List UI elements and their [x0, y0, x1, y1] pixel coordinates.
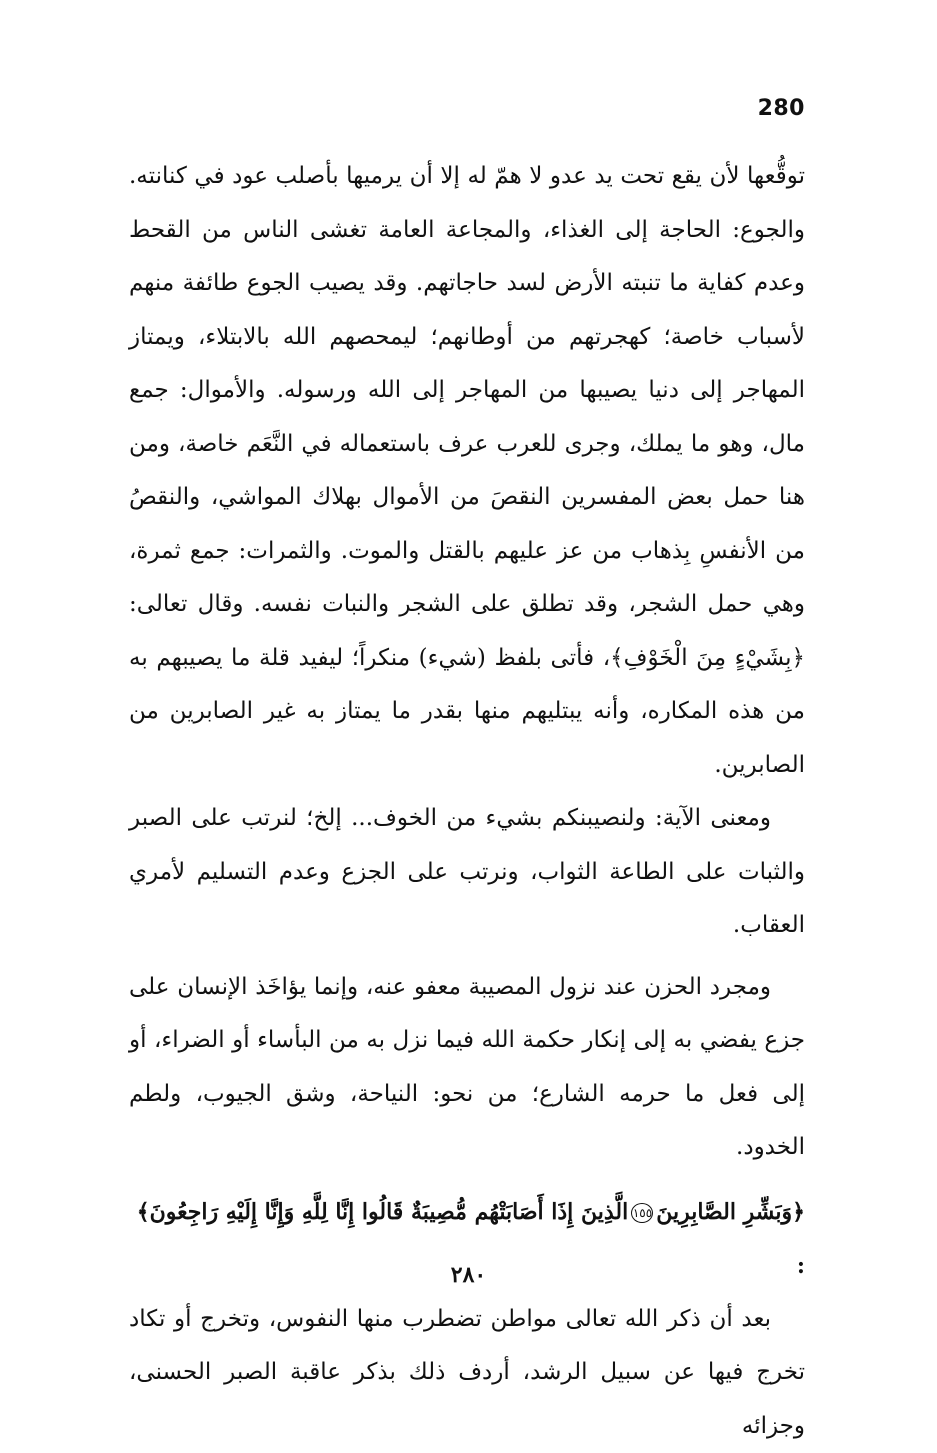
- page-number-bottom: ٢٨٠: [0, 1262, 937, 1288]
- page-number-top: 280: [758, 96, 805, 121]
- paragraph-final: بعد أن ذكر الله تعالى مواطن تضطرب منها النفوس، وتخرج أو تكاد تخرج فيها عن سبيل الرشد، أردف ذلك بذكر عاقبة الصبر الحسنى، وجزائه: [129, 1293, 805, 1453]
- paragraph-meaning: ومعنى الآية: ولنصيبنكم بشيء من الخوف... إلخ؛ لنرتب على الصبر والثبات على الطاعة الثواب، ونرتب على الجزع وعدم التسليم لأمري العقاب.: [129, 792, 805, 953]
- paragraph-grief: ومجرد الحزن عند نزول المصيبة معفو عنه، وإنما يؤاخَذ الإنسان على جزع يفضي به إلى إنكار حكمة الله فيما نزل به من البأساء أو الضراء، أو إلى فعل ما حرمه الشارع؛ من نحو: النياحة، وشق الجيوب، ولطم الخدود.: [129, 961, 805, 1175]
- page-text: [129, 150, 805, 1453]
- quran-verse-part-1: ﴿وَبَشِّرِ الصَّابِرِينَ: [656, 1199, 805, 1225]
- paragraph-continued: توقُّعها لأن يقع تحت يد عدو لا همّ له إلا أن يرميها بأصلب عود في كنانته. والجوع: الحاجة إلى الغذاء، والمجاعة العامة تغشى الناس من القحط وعدم كفاية ما تنبته الأرض لسد حاجاتهم. وقد يصيب الجوع طائفة منهم لأسباب خاصة؛ كهجرتهم من أوطانهم؛ ليمحصهم الله بالابتلاء، ويمتاز المهاجر إلى دنيا يصيبها من المهاجر إلى الله ورسوله. والأموال: جمع مال، وهو ما يملك، وجرى للعرب عرف باستعماله في النَّعَم خاصة، ومن هنا حمل بعض المفسرين النقصَ من الأموال بهلاك المواشي، والنقصُ من الأنفسِ بِذهاب من عز عليهم بالقتل والموت. والثمرات: جمع ثمرة، وهي حمل الشجر، وقد تطلق على الشجر والنبات نفسه. وقال تعالى: ﴿بِشَيْءٍ مِنَ الْخَوْفِ﴾، فأتى بلفظ (شيء) منكراً؛ ليفيد قلة ما يصيبهم به من هذه المكاره، وأنه يبتليهم منها بقدر ما يمتاز به غير الصابرين من الصابرين.: [129, 150, 805, 792]
- verse-number-marker: ١٥٥: [631, 1203, 653, 1223]
- quran-verse-part-2: الَّذِينَ إِذَا أَصَابَتْهُم مُّصِيبَةٌ قَالُوا إِنَّا لِلَّهِ وَإِنَّا إِلَيْهِ رَاجِعُونَ﴾ :: [137, 1199, 805, 1279]
